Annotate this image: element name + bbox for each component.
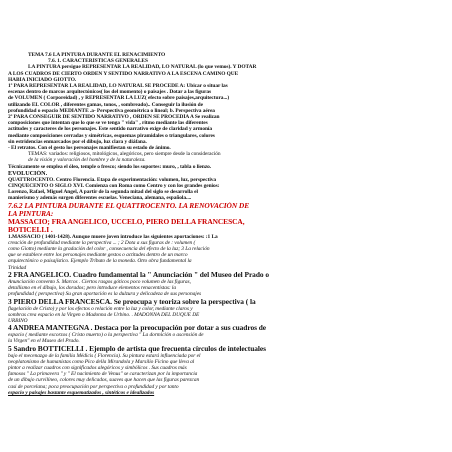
text-line: 2 FRA ANGELICO. Cuadro fundamental la " Anunciación " del Museo del Prado o <box>8 270 269 279</box>
text-line: MASSACIO; FRA ANGELICO, UCCELO, PIERO DELLA FRANCESCA, <box>8 217 245 226</box>
text-line: mediante composiciones cerradas y simétricas, esquemas piramidales o triangulares, colores <box>8 132 215 139</box>
text-line: como Giotto) mediante la gradación del color , consecuencia del efecto de la luz; 3 La relación <box>8 246 210 253</box>
text-line: la Virgen" en el Museo del Prado. <box>8 338 80 345</box>
text-line: 3 PIERO DELLA FRANCESCA. Se preocupa y teoriza sobre la perspectiva ( la <box>8 297 256 306</box>
text-line: flagelación de Cristo) y por los efectos o relación entre la luz y color, mediante claros y <box>8 305 193 312</box>
text-line: 7.6.2 LA PINTURA DURANTE EL QUATTROCENTO. LA RENOVACIÓN DE <box>8 201 250 210</box>
text-line: espacio ( mediante escorzos ( Cristo muerto) o la perspectiva " La dormición o ascensión de <box>8 332 204 339</box>
text-line: manierismo y además surgen diferentes escuelas. Veneciana, alemana, española.... <box>8 195 192 202</box>
text-line: LA PINTURA persigue REPRESENTAR LA REALIDAD, LO NATURAL (lo que vemos). Y DOTAR <box>28 64 257 71</box>
document-page <box>8 52 444 396</box>
text-line: arquitectónico o paisajístico. Ejemplo Tributo de la moneda. Otro obra fundamental la <box>8 258 192 265</box>
text-line: actitudes y caracteres de los personajes. Este sentido narrativo exige de claridad y armonía <box>8 126 213 133</box>
text-line: Anunciación convento S. Marcos . Ciertos rasgos góticos poco volumen de las figuras, <box>8 278 191 285</box>
text-line: detallismo en el dibujo, los dorados; pero introduce elementos renacentistas: la <box>8 285 177 292</box>
text-line: A LOS CUADROS DE CIERTO ORDEN Y SENTIDO NARRATIVO A LA ESCENA CAMINO QUE <box>8 70 239 77</box>
text-line: composiciones que intentan que lo que se ve tenga " vida" , ritmo mediante las diferentes <box>8 120 208 127</box>
text-line: de VOLUMEN ( Corporeidad) , y REPRESENTAR LA LUZ( efecto sobre paisajes,arquitectura...) <box>8 95 230 102</box>
text-line: utilizando EL COLOR , diferentes gamas, tonos, , sombreado).. Conseguir la ilusión de <box>8 101 203 108</box>
text-line: URBINO <box>8 317 28 324</box>
text-line: neoplatonismo de humanistas como Pico della Mirandola y Marsilio Ficino que lleva al <box>8 358 195 365</box>
text-line: Lorenzo, Rafael, Miguel Angel, A partir de la segunda mitad del siglo se desarrolla el <box>8 189 198 196</box>
text-line: HABÍA INICIADO GIOTTO. <box>8 76 77 83</box>
text-line: EVOLUCIÓN. <box>8 169 48 177</box>
text-line: que se establece entre los personajes mediante gestos o actitudes dentro de un marco <box>8 252 188 259</box>
text-line: BOTICELLI . <box>8 225 53 234</box>
text-line: famosos " La primavera " y " El nacimiento de Venus" se caracterizan por la importancia <box>8 371 198 378</box>
text-line: Técnicamente se emplea el óleo, temple o fresco; siendo los soportes: muro, , tabla o lienzo. <box>8 163 212 170</box>
text-line: TEMAS: variados: religiosos, mitológicos, alegóricos, pero siempre desde la consideración <box>28 151 221 158</box>
text-line: CINQUECENTO O SIGLO XVI. Comienza con Roma como Centro y con los grandes genios: <box>8 183 220 190</box>
text-line: espacio y paisajes bastante esquematizados , sintéticos e idealizados <box>8 389 155 396</box>
text-line: escenas dentro de marcos arquitectónicos( los del momento) o paisajes . Dotar a las figuras <box>8 89 212 96</box>
text-line: - El retratos. Con el gesto los personajes manifiestan su estado de ánimo. <box>8 145 171 152</box>
text-line: casi de porcelana; poca preocupación por perspectiva o profundidad y por tanto <box>8 383 179 390</box>
text-line: 2º PARA CONSEGUIR DE SENTIDO NARRATIVO , ORDEN SE PROCEDÍA A Se realizan <box>8 114 220 121</box>
text-line: bajo el mecenazgo de la familia Médicis ( Florencia). Su pintura estará influenciada por el <box>8 352 201 359</box>
text-line: profundidad o espacio MEDIANTE .a- Perspectiva geométrica o lineal; b. Perspectiva aérea <box>8 107 215 114</box>
text-line: 1º PARA REPRESENTAR LA REALIDAD, LO NATURAL SE PROCEDE A: Ubicar o situar las <box>8 83 228 90</box>
text-line: de la visión y valoración del hombre y de la naturaleza. <box>28 157 146 164</box>
text-line: de un dibujo curvilíneo, colores muy delicados, suaves que hacen que las figuras parezcan <box>8 377 200 384</box>
text-line: LA PINTURA: <box>8 209 54 218</box>
text-line: 1.MASSACIO ( 1401-1428). Aunque muere joven introduce las siguientes aportaciones: :1 La <box>8 233 218 240</box>
text-line: 5 Sandro BOTTICELLI . Ejemplo de artista que frecuenta círculos de intelectuales <box>8 344 266 353</box>
text-line: pintor a realizar cuadros con significados alegóricos y simbólicos . Sus cuadros más <box>8 364 187 371</box>
text-line: Trinidad <box>8 264 27 271</box>
text-line: profundidad ( perspectiva) Su gran aportación es la dulzura y delicadeza de sus personajes <box>8 291 202 298</box>
text-line: sombras crea espacio en la Virgen o Madonna de Urbino. . MADONNA DEL DUQUE DE <box>8 311 200 318</box>
text-line: 4 ANDREA MANTEGNA . Destaca por la preocupación por dotar a sus cuadros de <box>8 324 267 333</box>
text-line: QUATTROCENTO. Centro Florencia. Etapa de experimentación: volumen, luz, perspectiva <box>8 176 217 183</box>
text-line: 7.6. 1. CARACTERÍSTICAS GENERALES <box>48 58 148 65</box>
text-line: creación de profundidad mediante la perspectiva ... ; 2 Dota a sus figuras de : volumen ( <box>8 239 196 246</box>
text-line: sin estridencias enmarcados por el dibujo, luz clara y diáfana. <box>8 138 147 145</box>
text-line: TEMA 7.6 LA PINTURA DURANTE EL RENACIMIENTO <box>28 52 166 58</box>
